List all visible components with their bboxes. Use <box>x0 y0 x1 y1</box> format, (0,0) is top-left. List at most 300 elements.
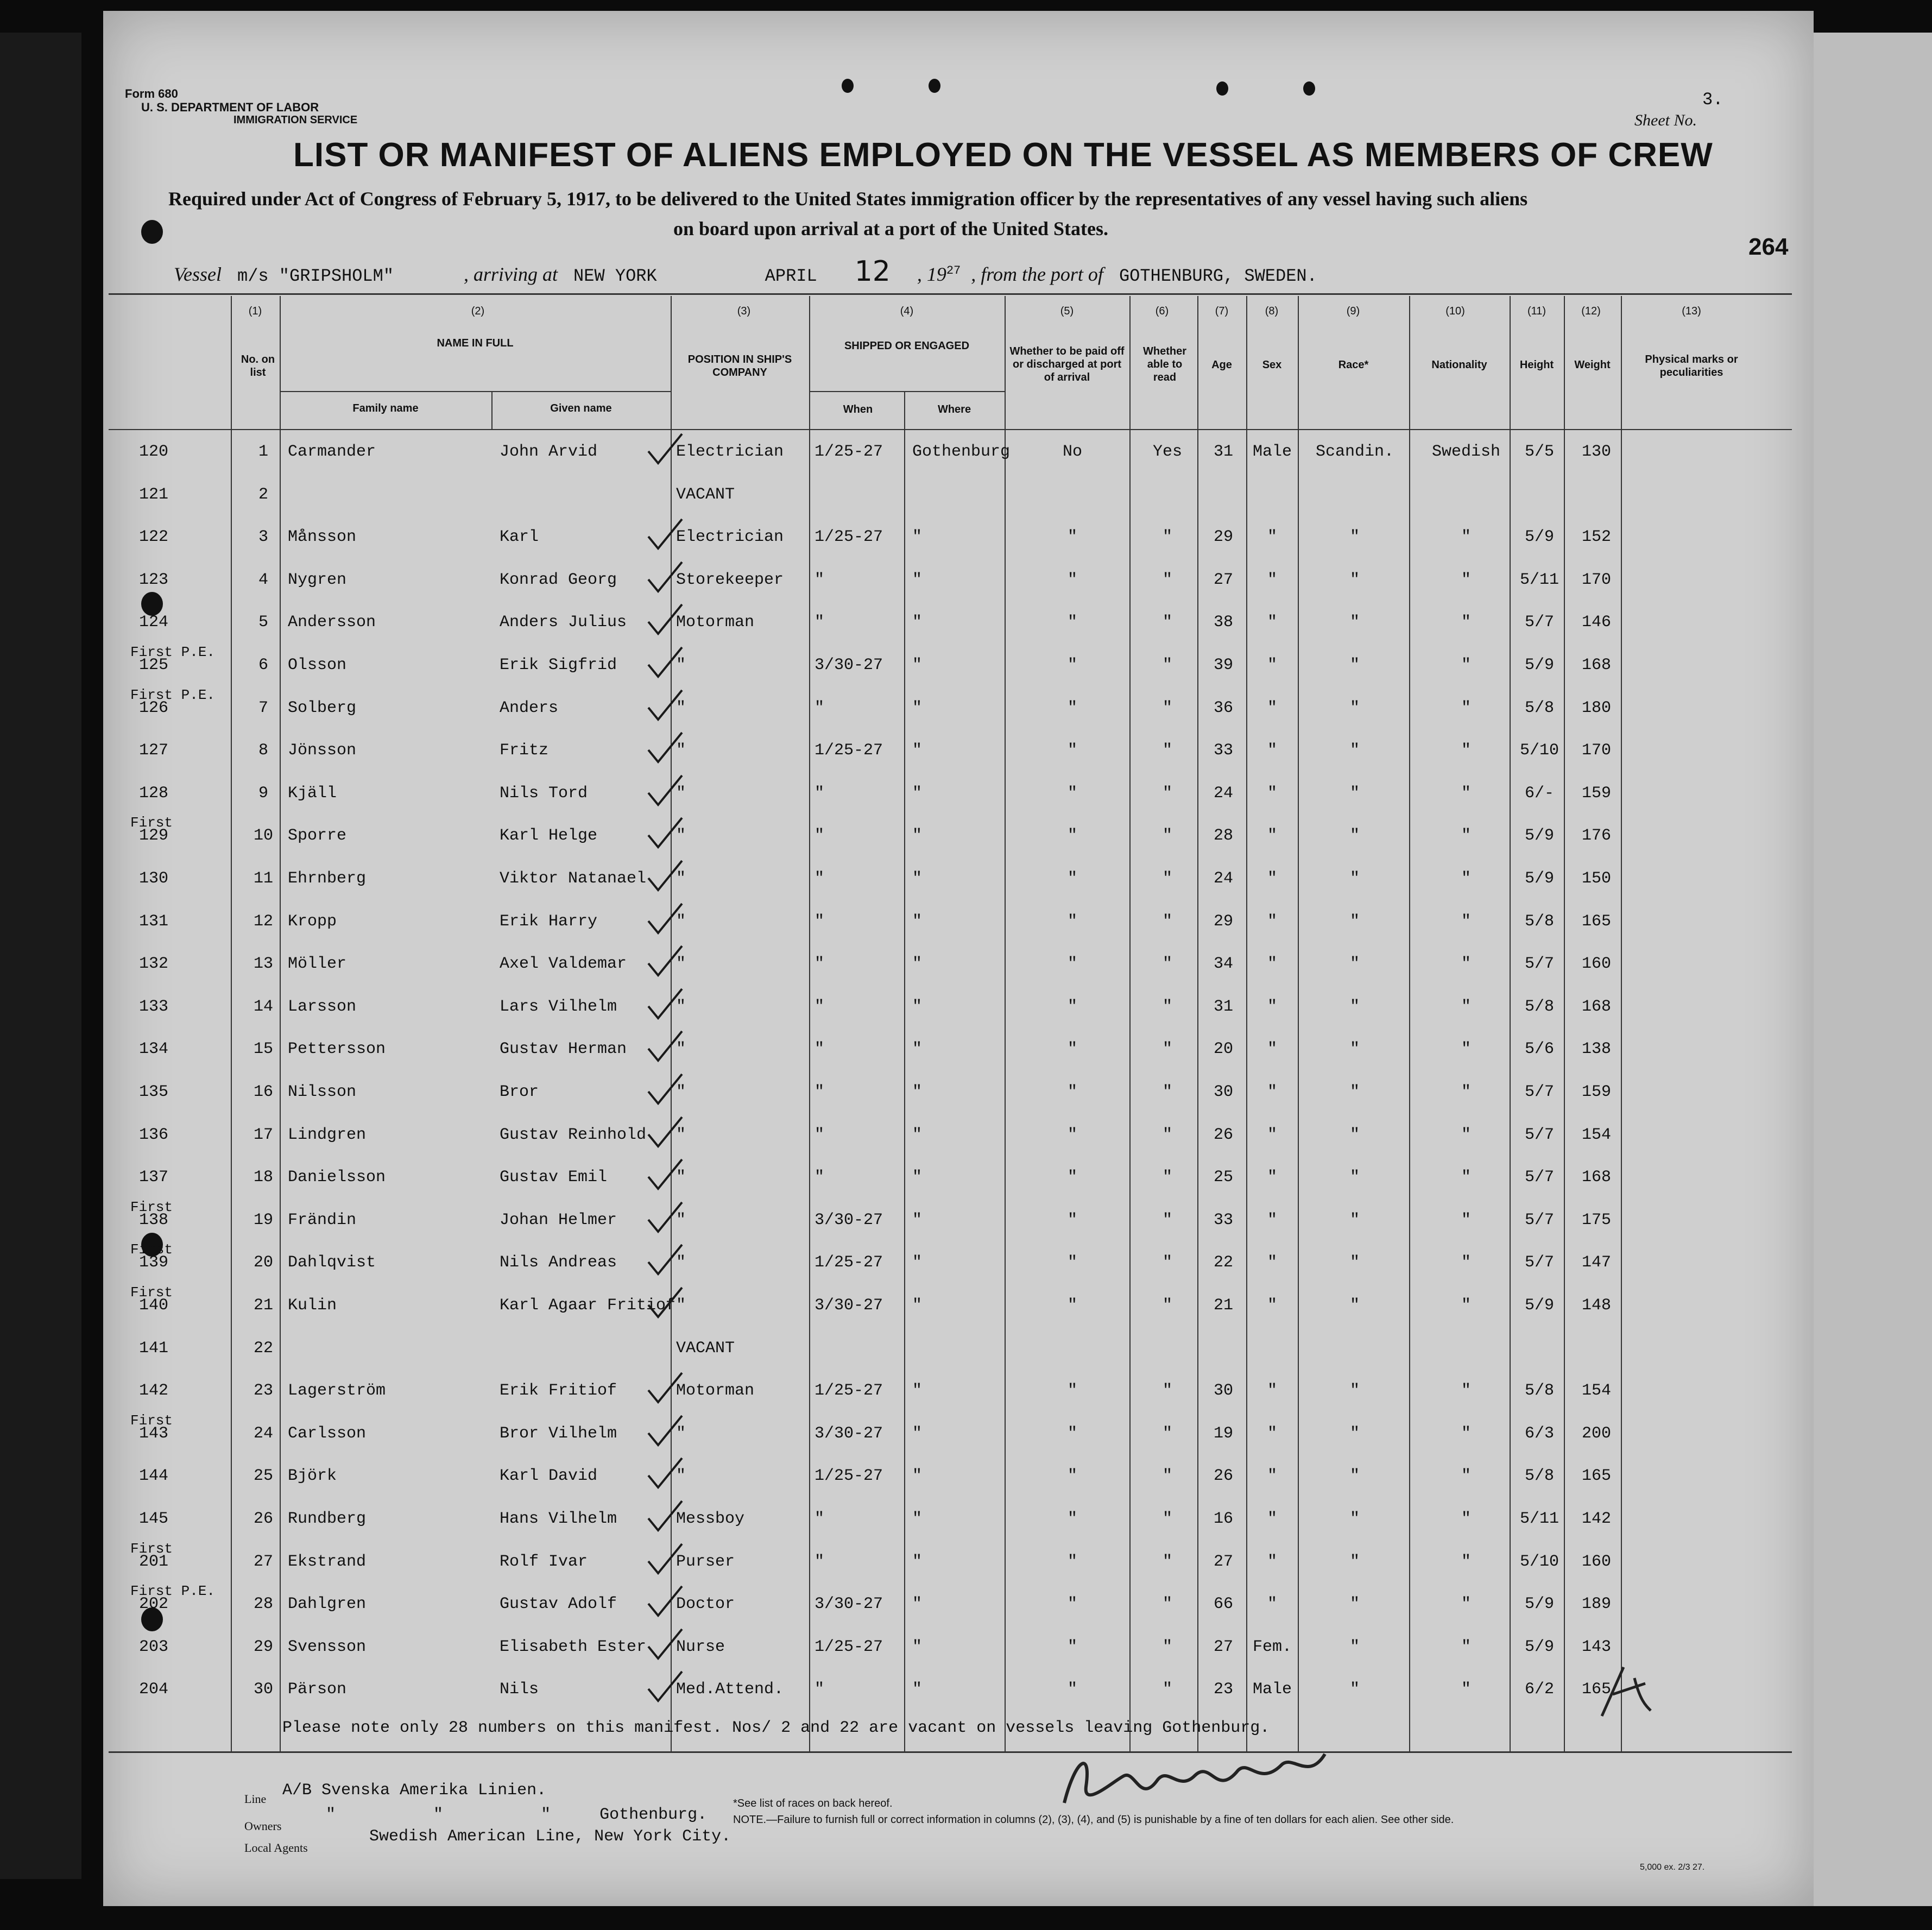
able-to-read: " <box>1162 784 1172 803</box>
sex: " <box>1267 1382 1277 1401</box>
sex: Male <box>1252 443 1292 461</box>
column-number: (1) <box>248 305 262 317</box>
paid-off: " <box>1067 869 1077 888</box>
header-name-in-full: NAME IN FULL <box>437 337 514 349</box>
family-name: Jönsson <box>288 741 357 760</box>
weight: 148 <box>1581 1296 1611 1315</box>
nationality: " <box>1461 656 1471 674</box>
header-family-name: Family name <box>352 402 419 414</box>
paid-off: " <box>1067 1467 1077 1486</box>
position: Messboy <box>676 1510 745 1528</box>
nationality: " <box>1461 784 1471 803</box>
table-row <box>130 1467 1792 1499</box>
table-row <box>130 686 1792 731</box>
shipped-when: 3/30-27 <box>815 1210 883 1229</box>
given-name: Karl Agaar Fritiof <box>500 1296 676 1315</box>
weight: 146 <box>1581 613 1611 632</box>
given-name: Viktor Natanael <box>500 869 647 888</box>
race: " <box>1349 1510 1360 1528</box>
ledger-number: 264 <box>1748 234 1789 260</box>
family-name: Nygren <box>288 570 347 589</box>
column-number: (8) <box>1265 305 1279 317</box>
shipped-where: " <box>912 656 923 674</box>
shipped-when: 1/25-27 <box>815 528 883 547</box>
able-to-read: " <box>1162 1552 1172 1571</box>
shipped-when: 3/30-27 <box>815 1595 883 1614</box>
height: 5/7 <box>1524 613 1554 632</box>
able-to-read: " <box>1162 1595 1172 1614</box>
table-row <box>130 1412 1792 1457</box>
sex: " <box>1267 1040 1277 1059</box>
adjacent-page-edge <box>1808 33 1932 1906</box>
shipped-where: " <box>912 1296 923 1315</box>
family-name: Kulin <box>288 1296 337 1315</box>
punch-hole <box>842 79 854 93</box>
column-number: (11) <box>1527 305 1546 317</box>
weight: 168 <box>1581 997 1611 1016</box>
table-row <box>130 485 1792 518</box>
header-when: When <box>843 403 873 415</box>
nationality: " <box>1461 1168 1471 1187</box>
subtitle-line-1: Required under Act of Congress of February 5, 1917, to be delivered to the United States immigration officer by the representatives of any vessel having such aliens <box>168 188 1528 210</box>
family-name: Carmander <box>288 443 376 461</box>
sheet-line-number: 125 <box>139 656 169 674</box>
row-number: 20 <box>253 1253 273 1272</box>
position: " <box>676 997 686 1016</box>
check-mark-icon <box>646 774 684 807</box>
paid-off: " <box>1067 912 1077 931</box>
sex: " <box>1267 570 1277 589</box>
given-name: Erik Fritiof <box>500 1382 617 1401</box>
age: 27 <box>1213 1552 1233 1571</box>
position: Med.Attend. <box>676 1680 784 1699</box>
table-row <box>130 869 1792 902</box>
year-prefix: , 19 <box>917 263 946 285</box>
sheet-line-number: 137 <box>139 1168 169 1187</box>
race: " <box>1349 613 1360 632</box>
shipped-where: " <box>912 570 923 589</box>
arrival-month: APRIL <box>765 266 817 286</box>
shipped-where: " <box>912 1510 923 1528</box>
shipped-where: " <box>912 1595 923 1614</box>
able-to-read: " <box>1162 1296 1172 1315</box>
weight: 180 <box>1581 698 1611 717</box>
paid-off: " <box>1067 1424 1077 1443</box>
given-name: Lars Vilhelm <box>500 997 617 1016</box>
shipped-when: " <box>815 1552 825 1571</box>
shipped-when: " <box>815 1040 825 1059</box>
punch-hole <box>1303 81 1315 96</box>
nationality: " <box>1461 1510 1471 1528</box>
row-number: 21 <box>253 1296 273 1315</box>
position: " <box>676 784 686 803</box>
shipped-when: " <box>815 1168 825 1187</box>
age: 26 <box>1213 1125 1233 1144</box>
nationality: " <box>1461 1083 1471 1101</box>
sex: " <box>1267 656 1277 674</box>
position: " <box>676 656 686 674</box>
check-mark-icon <box>646 646 684 679</box>
shipped-where: " <box>912 1467 923 1486</box>
age: 38 <box>1213 613 1233 632</box>
given-name: Gustav Herman <box>500 1040 627 1059</box>
able-to-read: " <box>1162 1680 1172 1699</box>
given-name: Nils Andreas <box>500 1253 617 1272</box>
race: " <box>1349 1210 1360 1229</box>
column-number: (5) <box>1060 305 1074 317</box>
height: 5/9 <box>1524 656 1554 674</box>
height: 5/7 <box>1524 1125 1554 1144</box>
sheet-line-number: 133 <box>139 997 169 1016</box>
check-mark-icon <box>646 1073 684 1106</box>
height: 5/9 <box>1524 869 1554 888</box>
position: Doctor <box>676 1595 735 1614</box>
paid-off: " <box>1067 1040 1077 1059</box>
race: Scandin. <box>1315 443 1394 461</box>
shipped-where: " <box>912 869 923 888</box>
check-mark-icon <box>646 1201 684 1234</box>
arrival-year: 27 <box>946 264 961 277</box>
agents-label: Local Agents <box>244 1841 308 1855</box>
able-to-read: " <box>1162 1382 1172 1401</box>
shipped-where: " <box>912 698 923 717</box>
race: " <box>1349 869 1360 888</box>
position: " <box>676 1467 686 1486</box>
weight: 138 <box>1581 1040 1611 1059</box>
age: 28 <box>1213 827 1233 846</box>
header-nationality: Nationality <box>1431 359 1487 371</box>
punch-hole <box>929 79 940 93</box>
able-to-read: " <box>1162 997 1172 1016</box>
table-row <box>130 1126 1792 1158</box>
age: 26 <box>1213 1467 1233 1486</box>
position: VACANT <box>676 485 735 504</box>
check-mark-icon <box>646 1585 684 1618</box>
sex: " <box>1267 1595 1277 1614</box>
nationality: " <box>1461 1424 1471 1443</box>
weight: 176 <box>1581 827 1611 846</box>
position: " <box>676 698 686 717</box>
weight: 160 <box>1581 955 1611 974</box>
race: " <box>1349 1680 1360 1699</box>
sheet-line-number: 145 <box>139 1510 169 1528</box>
position: " <box>676 912 686 931</box>
shipped-when: 3/30-27 <box>815 1424 883 1443</box>
family-name: Olsson <box>288 656 347 674</box>
paid-off: " <box>1067 570 1077 589</box>
table-row <box>130 1339 1792 1372</box>
able-to-read: " <box>1162 613 1172 632</box>
table-row <box>130 644 1792 689</box>
shipped-where: " <box>912 1552 923 1571</box>
race: " <box>1349 784 1360 803</box>
given-name: Konrad Georg <box>500 570 617 589</box>
punch-hole <box>141 220 163 244</box>
race: " <box>1349 656 1360 674</box>
sex: " <box>1267 1510 1277 1528</box>
paid-off: " <box>1067 955 1077 974</box>
given-name: Elisabeth Ester <box>500 1637 647 1656</box>
paid-off: " <box>1067 656 1077 674</box>
age: 16 <box>1213 1510 1233 1528</box>
race: " <box>1349 827 1360 846</box>
nationality: " <box>1461 1125 1471 1144</box>
age: 27 <box>1213 1637 1233 1656</box>
check-mark-icon <box>646 1628 684 1661</box>
sheet-line-number: 143 <box>139 1424 169 1443</box>
given-name: Rolf Ivar <box>500 1552 588 1571</box>
family-name: Kjäll <box>288 784 337 803</box>
height: 5/7 <box>1524 1083 1554 1101</box>
check-mark-icon <box>646 731 684 764</box>
height: 5/6 <box>1524 1040 1554 1059</box>
sheet-line-number: 141 <box>139 1339 169 1358</box>
table-row <box>130 1638 1792 1670</box>
sex: " <box>1267 741 1277 760</box>
able-to-read: " <box>1162 1168 1172 1187</box>
family-name: Ehrnberg <box>288 869 367 888</box>
weight: 130 <box>1581 443 1611 461</box>
departure-port: GOTHENBURG, SWEDEN. <box>1119 266 1317 286</box>
sex: " <box>1267 613 1277 632</box>
position: Purser <box>676 1552 735 1571</box>
weight: 165 <box>1581 912 1611 931</box>
race: " <box>1349 1168 1360 1187</box>
row-number: 26 <box>253 1510 273 1528</box>
row-number: 3 <box>258 528 268 547</box>
given-name: Anders <box>500 698 559 717</box>
table-row <box>130 1199 1792 1244</box>
age: 29 <box>1213 528 1233 547</box>
row-number: 16 <box>253 1083 273 1101</box>
nationality: " <box>1461 1253 1471 1272</box>
shipped-where: " <box>912 1040 923 1059</box>
sheet-line-number: 128 <box>139 784 169 803</box>
left-scan-margin <box>0 33 81 1879</box>
given-name: Gustav Reinhold <box>500 1125 647 1144</box>
check-mark-icon <box>646 1286 684 1319</box>
given-name: Erik Sigfrid <box>500 656 617 674</box>
vessel-name: m/s "GRIPSHOLM" <box>237 266 394 286</box>
paid-off: " <box>1067 827 1077 846</box>
sex: " <box>1267 997 1277 1016</box>
shipped-where: " <box>912 955 923 974</box>
table-row <box>130 1284 1792 1329</box>
table-row <box>130 741 1792 774</box>
paid-off: " <box>1067 613 1077 632</box>
weight: 189 <box>1581 1595 1611 1614</box>
header-given-name: Given name <box>550 402 612 414</box>
row-annotation: First <box>130 815 173 831</box>
table-row <box>130 1510 1792 1542</box>
sheet-line-number: 135 <box>139 1083 169 1101</box>
owners-value: " " " Gothenburg. <box>326 1806 708 1824</box>
row-annotation: First <box>130 1412 173 1429</box>
age: 20 <box>1213 1040 1233 1059</box>
table-row <box>130 1382 1792 1414</box>
shipped-when: " <box>815 912 825 931</box>
weight: 147 <box>1581 1253 1611 1272</box>
header-age: Age <box>1211 359 1232 371</box>
row-number: 6 <box>258 656 268 674</box>
row-number: 7 <box>258 698 268 717</box>
able-to-read: " <box>1162 741 1172 760</box>
nationality: " <box>1461 1296 1471 1315</box>
row-number: 11 <box>253 869 273 888</box>
sheet-line-number: 130 <box>139 869 169 888</box>
able-to-read: " <box>1162 1424 1172 1443</box>
row-number: 23 <box>253 1382 273 1401</box>
age: 30 <box>1213 1083 1233 1101</box>
check-mark-icon <box>646 433 684 465</box>
position: " <box>676 869 686 888</box>
table-row <box>130 571 1792 603</box>
row-number: 17 <box>253 1125 273 1144</box>
family-name: Svensson <box>288 1637 367 1656</box>
table-row <box>130 1040 1792 1073</box>
table-row <box>130 815 1792 859</box>
position: VACANT <box>676 1339 735 1358</box>
position: " <box>676 955 686 974</box>
able-to-read: " <box>1162 1125 1172 1144</box>
manifest-note: Please note only 28 numbers on this manifest. Nos/ 2 and 22 are vacant on vessels leaving Gothenburg. <box>282 1719 1270 1737</box>
row-annotation: First <box>130 1540 173 1557</box>
height: 5/10 <box>1519 1552 1559 1571</box>
able-to-read: " <box>1162 1040 1172 1059</box>
table-row <box>130 912 1792 945</box>
race: " <box>1349 1467 1360 1486</box>
weight: 159 <box>1581 1083 1611 1101</box>
shipped-when: " <box>815 1125 825 1144</box>
sex: " <box>1267 955 1277 974</box>
height: 5/9 <box>1524 1595 1554 1614</box>
header-able-to-read: Whether able to read <box>1143 345 1186 383</box>
column-number: (4) <box>900 305 914 317</box>
sex: " <box>1267 1125 1277 1144</box>
handwritten-signature <box>1053 1738 1336 1819</box>
row-number: 29 <box>253 1637 273 1656</box>
weight: 165 <box>1581 1680 1611 1699</box>
shipped-where: " <box>912 528 923 547</box>
sheet-number-label: Sheet No. <box>1634 111 1697 129</box>
shipped-when: " <box>815 1680 825 1699</box>
sex: " <box>1267 698 1277 717</box>
row-number: 4 <box>258 570 268 589</box>
age: 33 <box>1213 741 1233 760</box>
able-to-read: " <box>1162 1253 1172 1272</box>
able-to-read: " <box>1162 1637 1172 1656</box>
paid-off: " <box>1067 1637 1077 1656</box>
shipped-where: " <box>912 1168 923 1187</box>
header-physical-marks: Physical marks or peculiarities <box>1645 354 1738 379</box>
age: 30 <box>1213 1382 1233 1401</box>
column-number: (12) <box>1581 305 1601 317</box>
shipped-when: 1/25-27 <box>815 1637 883 1656</box>
weight: 159 <box>1581 784 1611 803</box>
table-row <box>130 443 1792 475</box>
nationality: " <box>1461 1210 1471 1229</box>
shipped-where: " <box>912 827 923 846</box>
shipped-where: " <box>912 613 923 632</box>
paid-off: " <box>1067 1510 1077 1528</box>
family-name: Dahlgren <box>288 1595 367 1614</box>
able-to-read: " <box>1162 1083 1172 1101</box>
table-row <box>130 1083 1792 1115</box>
check-mark-icon <box>646 1116 684 1149</box>
nationality: " <box>1461 1382 1471 1401</box>
sheet-line-number: 138 <box>139 1210 169 1229</box>
family-name: Pettersson <box>288 1040 386 1059</box>
header-shipped-engaged: SHIPPED OR ENGAGED <box>844 340 970 352</box>
position: " <box>676 1083 686 1101</box>
sheet-line-number: 201 <box>139 1552 169 1571</box>
sheet-line-number: 203 <box>139 1637 169 1656</box>
header-no-on-list: No. on list <box>241 354 275 379</box>
row-number: 25 <box>253 1467 273 1486</box>
sex: " <box>1267 1552 1277 1571</box>
height: 5/10 <box>1519 741 1559 760</box>
shipped-when: " <box>815 784 825 803</box>
penalty-note: NOTE.—Failure to furnish full or correct information in columns (2), (3), (4), and (5) is punishable by a fine of ten dollars for each alien. See other side. <box>733 1814 1454 1826</box>
sheet-line-number: 140 <box>139 1296 169 1315</box>
nationality: " <box>1461 1040 1471 1059</box>
given-name: Fritz <box>500 741 549 760</box>
weight: 160 <box>1581 1552 1611 1571</box>
height: 5/9 <box>1524 1637 1554 1656</box>
sex: " <box>1267 1083 1277 1101</box>
line-label: Line <box>244 1792 267 1806</box>
check-mark-icon <box>646 1030 684 1063</box>
sheet-line-number: 129 <box>139 827 169 846</box>
row-number: 22 <box>253 1339 273 1358</box>
row-annotation: First P.E. <box>130 1583 216 1600</box>
table-row <box>130 955 1792 987</box>
family-name: Möller <box>288 955 347 974</box>
weight: 175 <box>1581 1210 1611 1229</box>
height: 5/11 <box>1519 570 1559 589</box>
position: " <box>676 1040 686 1059</box>
height: 5/7 <box>1524 955 1554 974</box>
shipped-where: " <box>912 1637 923 1656</box>
sheet-line-number: 124 <box>139 613 169 632</box>
given-name: John Arvid <box>500 443 598 461</box>
race: " <box>1349 1382 1360 1401</box>
check-mark-icon <box>646 1372 684 1404</box>
able-to-read: " <box>1162 869 1172 888</box>
shipped-when: 3/30-27 <box>815 1296 883 1315</box>
paid-off: " <box>1067 741 1077 760</box>
shipped-where: " <box>912 784 923 803</box>
age: 21 <box>1213 1296 1233 1315</box>
nationality: " <box>1461 955 1471 974</box>
able-to-read: " <box>1162 827 1172 846</box>
column-rule <box>280 391 671 392</box>
sheet-line-number: 144 <box>139 1467 169 1486</box>
height: 5/9 <box>1524 1296 1554 1315</box>
position: Storekeeper <box>676 570 784 589</box>
row-number: 12 <box>253 912 273 931</box>
age: 19 <box>1213 1424 1233 1443</box>
check-mark-icon <box>646 988 684 1020</box>
sheet-line-number: 134 <box>139 1040 169 1059</box>
row-annotation: First P.E. <box>130 644 216 660</box>
able-to-read: " <box>1162 698 1172 717</box>
header-bottom-rule <box>109 429 1792 430</box>
paid-off: " <box>1067 698 1077 717</box>
paid-off: " <box>1067 1552 1077 1571</box>
check-mark-icon <box>646 689 684 722</box>
shipped-when: 1/25-27 <box>815 1467 883 1486</box>
